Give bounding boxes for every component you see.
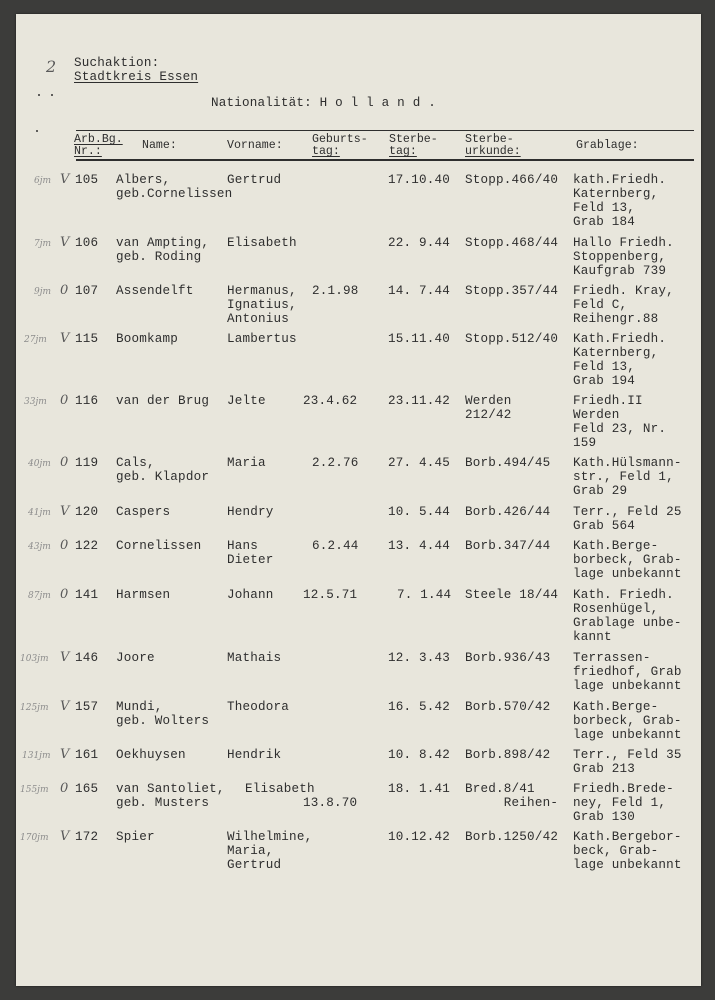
cell-vorname: Hans Dieter [227, 539, 274, 567]
cell-urkunde: Borb.426/44 [465, 505, 551, 519]
cell-vorname: Elisabeth [245, 782, 315, 796]
margin-mark: 2 [46, 57, 57, 76]
cell-vorname: Jelte [227, 394, 266, 408]
cell-vorname: Hendrik [227, 748, 282, 762]
cell-vorname: Johann [227, 588, 274, 602]
check-mark: V [60, 747, 70, 762]
cell-name: van Ampting, geb. Roding [116, 236, 210, 264]
cell-urkunde: Borb.936/43 [465, 651, 551, 665]
punch-dot [51, 94, 53, 96]
search-action-label: Suchaktion: [74, 56, 160, 70]
cell-vorname: Maria [227, 456, 266, 470]
cell-nr: 115 [75, 332, 99, 346]
cell-nr: 141 [75, 588, 99, 602]
col-vorname: Vorname: [227, 139, 283, 152]
document-page [16, 14, 701, 986]
handwritten-note: 155jm [20, 785, 49, 795]
check-mark: 0 [60, 538, 69, 553]
table-row [16, 394, 701, 454]
cell-sterbetag: 17.10.40 [388, 173, 451, 187]
check-mark: V [60, 699, 70, 714]
cell-grablage: Kath. Friedh. Rosenhügel, Grablage unbe- kannt [573, 588, 682, 644]
cell-nr: 122 [75, 539, 99, 553]
cell-sterbetag: 13. 4.44 [388, 539, 451, 553]
cell-grablage: Friedh.II Werden Feld 23, Nr. 159 [573, 394, 667, 450]
cell-grablage: Kath.Hülsmann- str., Feld 1, Grab 29 [573, 456, 682, 498]
cell-urkunde: Borb.570/42 [465, 700, 551, 714]
cell-name: Boomkamp [116, 332, 179, 346]
check-mark: 0 [60, 781, 69, 796]
check-mark: V [60, 331, 70, 346]
cell-name: Cornelissen [116, 539, 202, 553]
cell-name: Harmsen [116, 588, 171, 602]
cell-name: van der Brug [116, 394, 210, 408]
cell-nr: 161 [75, 748, 99, 762]
col-urkunde-line1: Sterbe- [465, 133, 514, 146]
cell-sterbetag: 10. 5.44 [388, 505, 451, 519]
cell-sterbetag: 18. 1.41 [388, 782, 451, 796]
cell-grablage: Friedh.Brede- ney, Feld 1, Grab 130 [573, 782, 674, 824]
cell-vorname: Mathais [227, 651, 282, 665]
cell-grablage: Kath.Friedh. Katernberg, Feld 13, Grab 194 [573, 332, 667, 388]
cell-nr: 116 [75, 394, 99, 408]
cell-grablage: Terr., Feld 35 Grab 213 [573, 748, 682, 776]
cell-name: Spier [116, 830, 155, 844]
cell-nr: 165 [75, 782, 99, 796]
cell-urkunde: Stopp.512/40 [465, 332, 559, 346]
col-grablage: Grablage: [576, 139, 639, 152]
cell-geburtstag: 13.8.70 [303, 796, 358, 810]
cell-name: Mundi, geb. Wolters [116, 700, 210, 728]
cell-urkunde: Borb.494/45 [465, 456, 551, 470]
cell-sterbetag: 15.11.40 [388, 332, 451, 346]
col-geburtstag-line1: Geburts- [312, 133, 368, 146]
cell-sterbetag: 10.12.42 [388, 830, 451, 844]
check-mark: V [60, 504, 70, 519]
cell-name: Oekhuysen [116, 748, 186, 762]
district-label: Stadtkreis Essen [74, 70, 199, 84]
check-mark: V [60, 650, 70, 665]
table-row [16, 588, 701, 648]
cell-name: van Santoliet, geb. Musters [116, 782, 225, 810]
handwritten-note: 43jm [28, 542, 51, 552]
col-name: Name: [142, 139, 177, 152]
handwritten-note: 87jm [28, 591, 51, 601]
cell-vorname: Wilhelmine, Maria, Gertrud [227, 830, 313, 872]
cell-vorname: Hermanus, Ignatius, Antonius [227, 284, 297, 326]
header-rule-bottom [76, 159, 694, 161]
check-mark: V [60, 172, 70, 187]
cell-name: Joore [116, 651, 155, 665]
cell-sterbetag: 22. 9.44 [388, 236, 451, 250]
cell-grablage: Terr., Feld 25 Grab 564 [573, 505, 682, 533]
handwritten-note: 40jm [28, 459, 51, 469]
cell-urkunde: Borb.1250/42 [465, 830, 559, 844]
punch-dot [38, 94, 40, 96]
handwritten-note: 6jm [34, 176, 52, 186]
handwritten-note: 131jm [22, 751, 51, 761]
cell-sterbetag: 14. 7.44 [388, 284, 451, 298]
col-sterbetag-line2: tag: [389, 145, 417, 158]
handwritten-note: 27jm [24, 335, 47, 345]
cell-grablage: kath.Friedh. Katernberg, Feld 13, Grab 184 [573, 173, 667, 229]
col-arb-nr-line2: Nr.: [74, 145, 102, 158]
header-rule-top [76, 130, 694, 131]
check-mark: 0 [60, 455, 69, 470]
cell-sterbetag: 27. 4.45 [388, 456, 451, 470]
cell-sterbetag: 23.11.42 [388, 394, 451, 408]
cell-grablage: Terrassen- friedhof, Grab lage unbekannt [573, 651, 682, 693]
punch-dot [36, 130, 38, 132]
col-sterbetag-line1: Sterbe- [389, 133, 438, 146]
nationality-heading: Nationalität: H o l l a n d . [211, 96, 436, 110]
cell-grablage: Hallo Friedh. Stoppenberg, Kaufgrab 739 [573, 236, 674, 278]
cell-nr: 105 [75, 173, 99, 187]
handwritten-note: 33jm [24, 397, 47, 407]
handwritten-note: 170jm [20, 833, 49, 843]
cell-sterbetag: 7. 1.44 [397, 588, 452, 602]
cell-name: Albers, geb.Cornelissen [116, 173, 233, 201]
cell-vorname: Elisabeth [227, 236, 297, 250]
cell-sterbetag: 10. 8.42 [388, 748, 451, 762]
table-row [16, 332, 701, 392]
check-mark: V [60, 235, 70, 250]
cell-urkunde: Werden 212/42 [465, 394, 512, 422]
col-arb-nr-line1: Arb.Bg. [74, 133, 123, 146]
handwritten-note: 41jm [28, 508, 51, 518]
table-row [16, 173, 701, 233]
check-mark: V [60, 829, 70, 844]
cell-nr: 157 [75, 700, 99, 714]
cell-geburtstag: 12.5.71 [303, 588, 358, 602]
cell-nr: 172 [75, 830, 99, 844]
cell-geburtstag: 23.4.62 [303, 394, 358, 408]
cell-urkunde: Stopp.468/44 [465, 236, 559, 250]
cell-geburtstag: 2.2.76 [312, 456, 359, 470]
cell-name: Cals, geb. Klapdor [116, 456, 210, 484]
col-urkunde-line2: urkunde: [465, 145, 521, 158]
check-mark: 0 [60, 283, 69, 298]
cell-nr: 120 [75, 505, 99, 519]
handwritten-note: 9jm [34, 287, 52, 297]
handwritten-note: 103jm [20, 654, 49, 664]
cell-urkunde: Steele 18/44 [465, 588, 559, 602]
cell-urkunde: Bred.8/41 Reihen- [465, 782, 559, 810]
table-row [16, 830, 701, 890]
cell-sterbetag: 12. 3.43 [388, 651, 451, 665]
cell-vorname: Lambertus [227, 332, 297, 346]
cell-geburtstag: 6.2.44 [312, 539, 359, 553]
cell-grablage: Kath.Berge- borbeck, Grab- lage unbekannt [573, 539, 682, 581]
col-geburtstag-line2: tag: [312, 145, 340, 158]
cell-nr: 107 [75, 284, 99, 298]
cell-vorname: Hendry [227, 505, 274, 519]
check-mark: 0 [60, 587, 69, 602]
cell-grablage: Kath.Berge- borbeck, Grab- lage unbekannt [573, 700, 682, 742]
cell-geburtstag: 2.1.98 [312, 284, 359, 298]
cell-sterbetag: 16. 5.42 [388, 700, 451, 714]
cell-urkunde: Borb.347/44 [465, 539, 551, 553]
cell-urkunde: Stopp.357/44 [465, 284, 559, 298]
check-mark: 0 [60, 393, 69, 408]
cell-urkunde: Stopp.466/40 [465, 173, 559, 187]
cell-nr: 146 [75, 651, 99, 665]
handwritten-note: 125jm [20, 703, 49, 713]
cell-name: Assendelft [116, 284, 194, 298]
cell-vorname: Theodora [227, 700, 290, 714]
cell-grablage: Friedh. Kray, Feld C, Reihengr.88 [573, 284, 674, 326]
cell-nr: 119 [75, 456, 99, 470]
cell-vorname: Gertrud [227, 173, 282, 187]
cell-name: Caspers [116, 505, 171, 519]
cell-nr: 106 [75, 236, 99, 250]
cell-grablage: Kath.Bergebor- beck, Grab- lage unbekannt [573, 830, 682, 872]
cell-urkunde: Borb.898/42 [465, 748, 551, 762]
handwritten-note: 7jm [34, 239, 52, 249]
